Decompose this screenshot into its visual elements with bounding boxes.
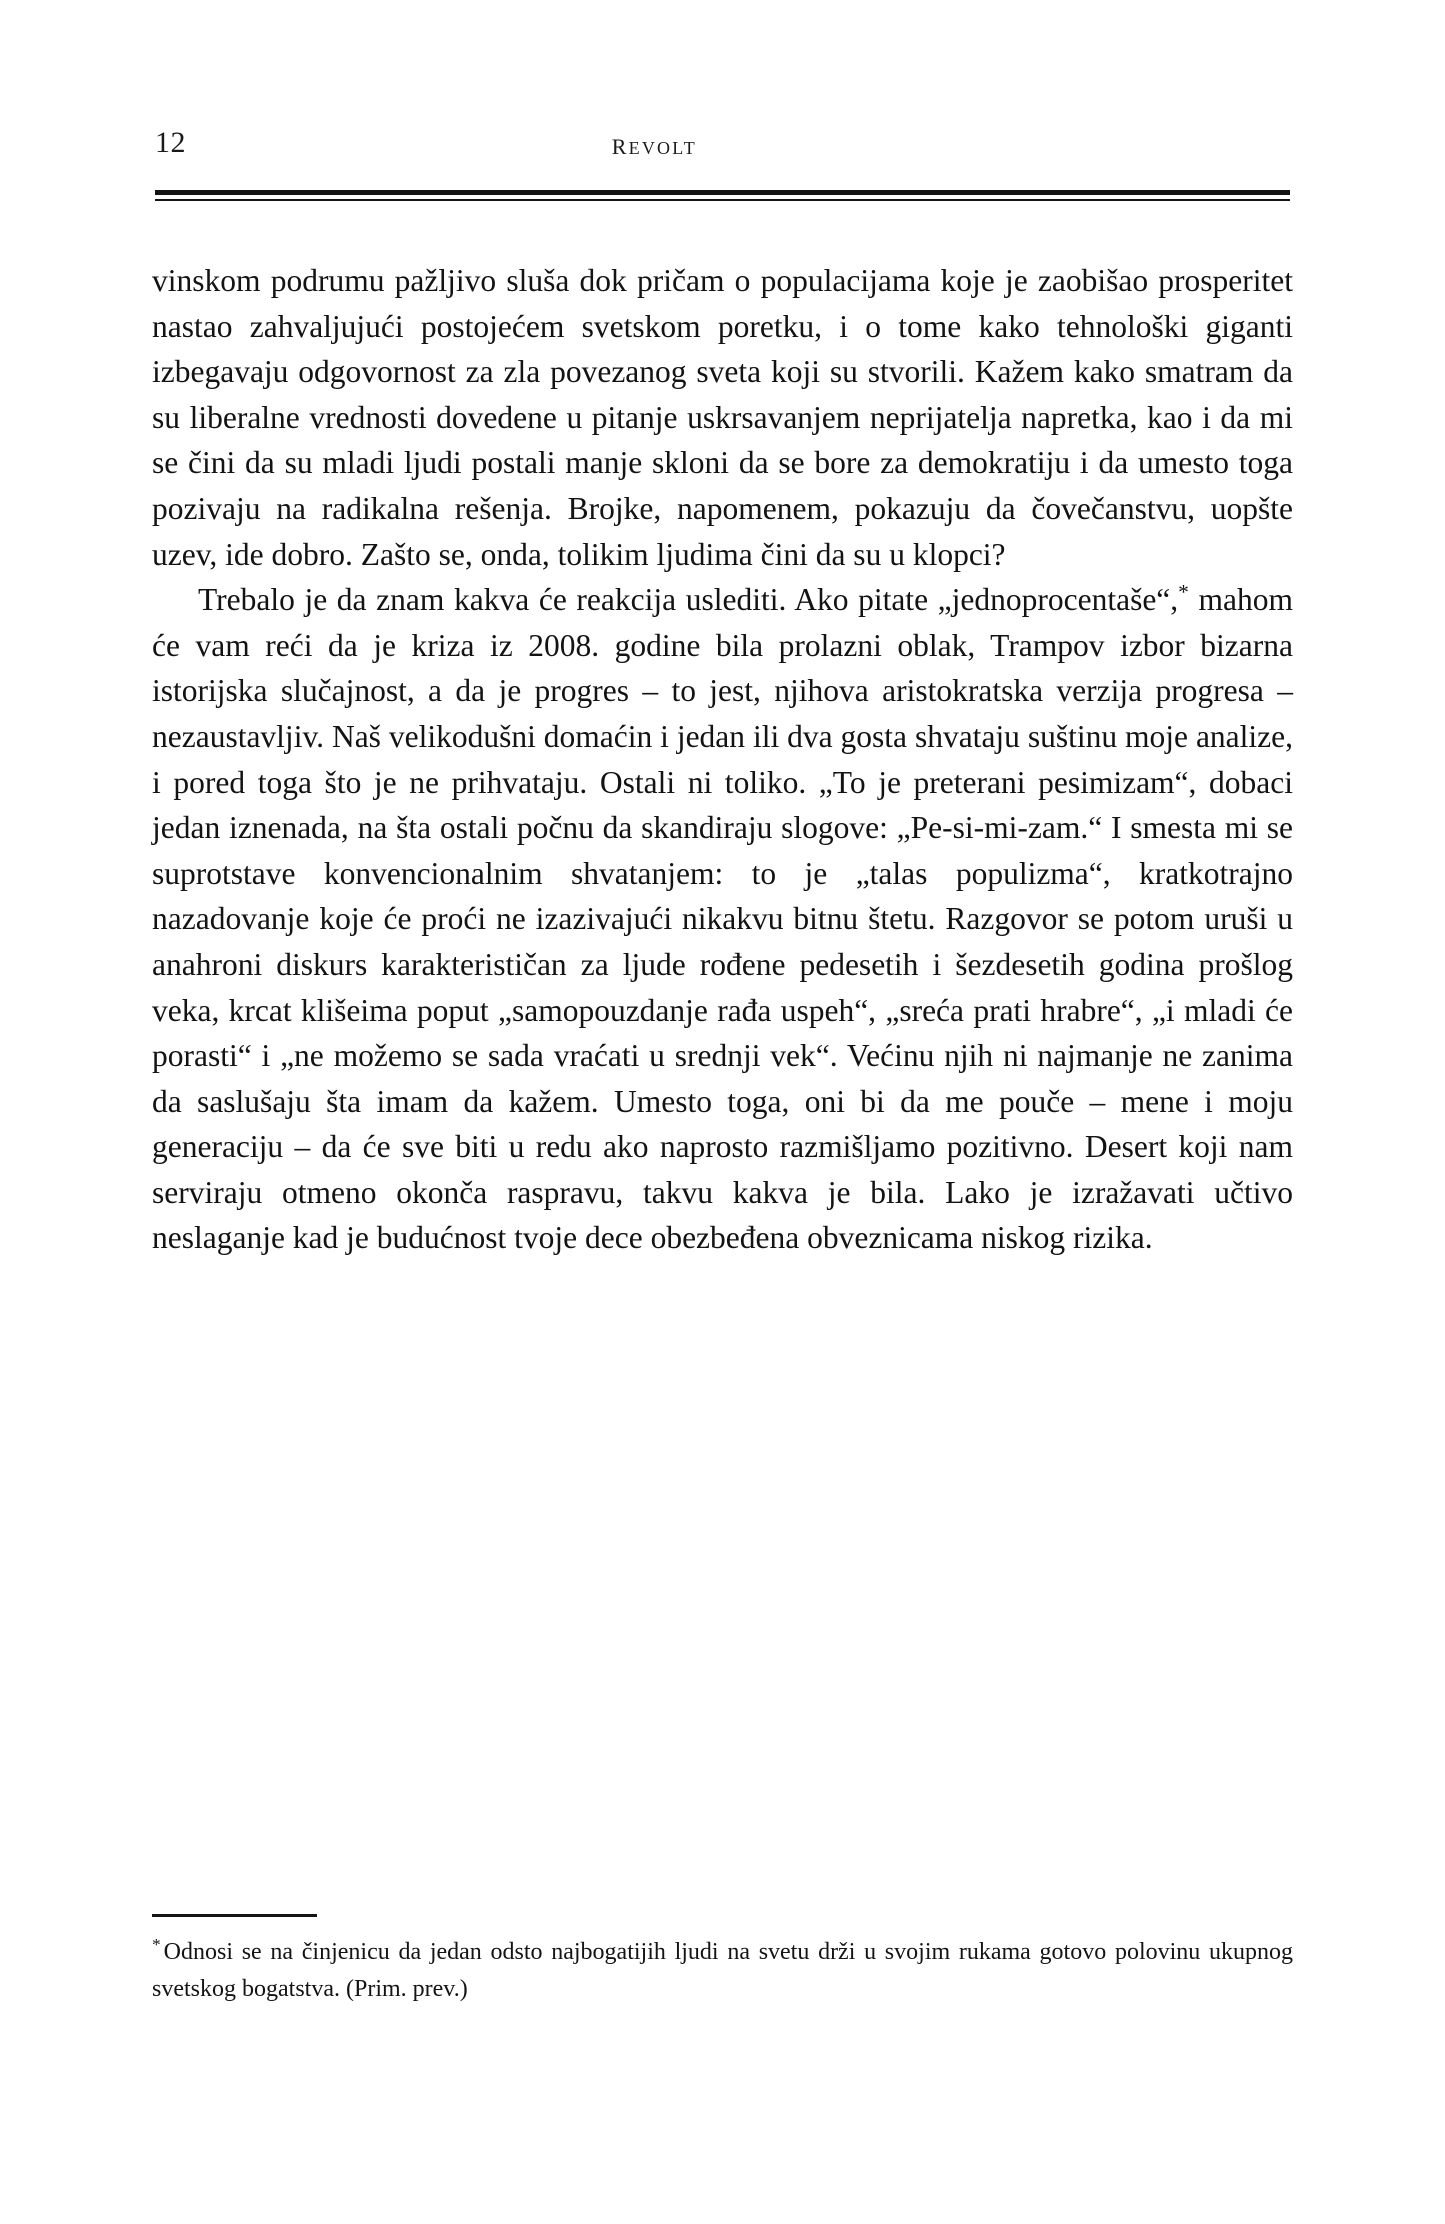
header-double-rule — [155, 190, 1290, 201]
running-title: revolt — [611, 126, 697, 161]
rule-thin — [155, 199, 1290, 201]
footnote — [152, 1934, 1293, 2008]
footnote-separator-rule — [152, 1914, 317, 1917]
footnote-area — [152, 1914, 1293, 2008]
footnote-marker: * — [152, 1935, 161, 1955]
paragraph-2-rest: mahom će vam reći da je kriza iz 2008. godine bila prolazni oblak, Trampov izbor bizarna istorijska slučajnost, a da je progres – to jest, njihova aristokratska verzija progresa – nezaustavljiv. Naš velikodušni domaćin i jedan ili dva gosta shvataju suštinu moje analize, i pored toga što je ne prihvataju. Ostali ni toliko. „To je preterani pesimizam“, dobaci jedan iznenada, na šta ostali počnu da skandiraju slogove: „Pe-si-mi-zam.“ I smesta mi se suprotstave konvencionalnim shvatanjem: to je „talas populizma“, kratkotrajno nazadovanje koje će proći ne izazivajući nikakvu bitnu štetu. Razgovor se potom uruši u anahroni diskurs karakterističan za ljude rođene pedesetih i šezdesetih godina prošlog veka, krcat klišeima poput „samopouzdanje rađa uspeh“, „sreća prati hrabre“, „i mladi će porasti“ i „ne možemo se sada vraćati u srednji vek“. Većinu njih ni najmanje ne zanima da saslušaju šta imam da kažem. Umesto toga, oni bi da me pouče – mene i moju generaciju – da će sve biti u redu ako naprosto razmišljamo pozitivno. Desert koji nam serviraju otmeno okonča raspravu, takvu kakva je bila. Lako je izražavati učtivo neslaganje kad je budućnost tvoje dece obezbeđena obveznicama niskog rizika. — [152, 582, 1293, 1256]
paragraph-2-lead: Trebalo je da znam kakva će reakcija uslediti. Ako pitate „jednoprocentaše“, — [198, 582, 1179, 618]
paragraph-2 — [152, 577, 1293, 1261]
paragraph-1: vinskom podrumu pažljivo sluša dok pričam o populacijama koje je zaobišao prosperitet nastao zahvaljujući postojećem svetskom poretku, i o tome kako tehnološki giganti izbegavaju odgovornost za zla povezanog sveta koji su stvorili. Kažem kako smatram da su liberalne vrednosti dovedene u pitanje uskrsavanjem neprijatelja napretka, kao i da mi se čini da su mladi ljudi postali manje skloni da se bore za demokratiju i da umesto toga pozivaju na radikalna rešenja. Brojke, napomenem, pokazuju da čovečanstvu, uopšte uzev, ide dobro. Zašto se, onda, tolikim ljudima čini da su u klopci? — [152, 263, 1293, 572]
footnote-reference-marker: * — [1178, 580, 1189, 605]
body-text — [152, 258, 1293, 1261]
page-number: 12 — [155, 126, 186, 159]
running-head — [155, 128, 1290, 174]
footnote-body: Odnosi se na činjenicu da jedan odsto najbogatijih ljudi na svetu drži u svojim rukama gotovo polovinu ukupnog svetskog bogatstva. (Prim. prev.) — [152, 1939, 1293, 2002]
